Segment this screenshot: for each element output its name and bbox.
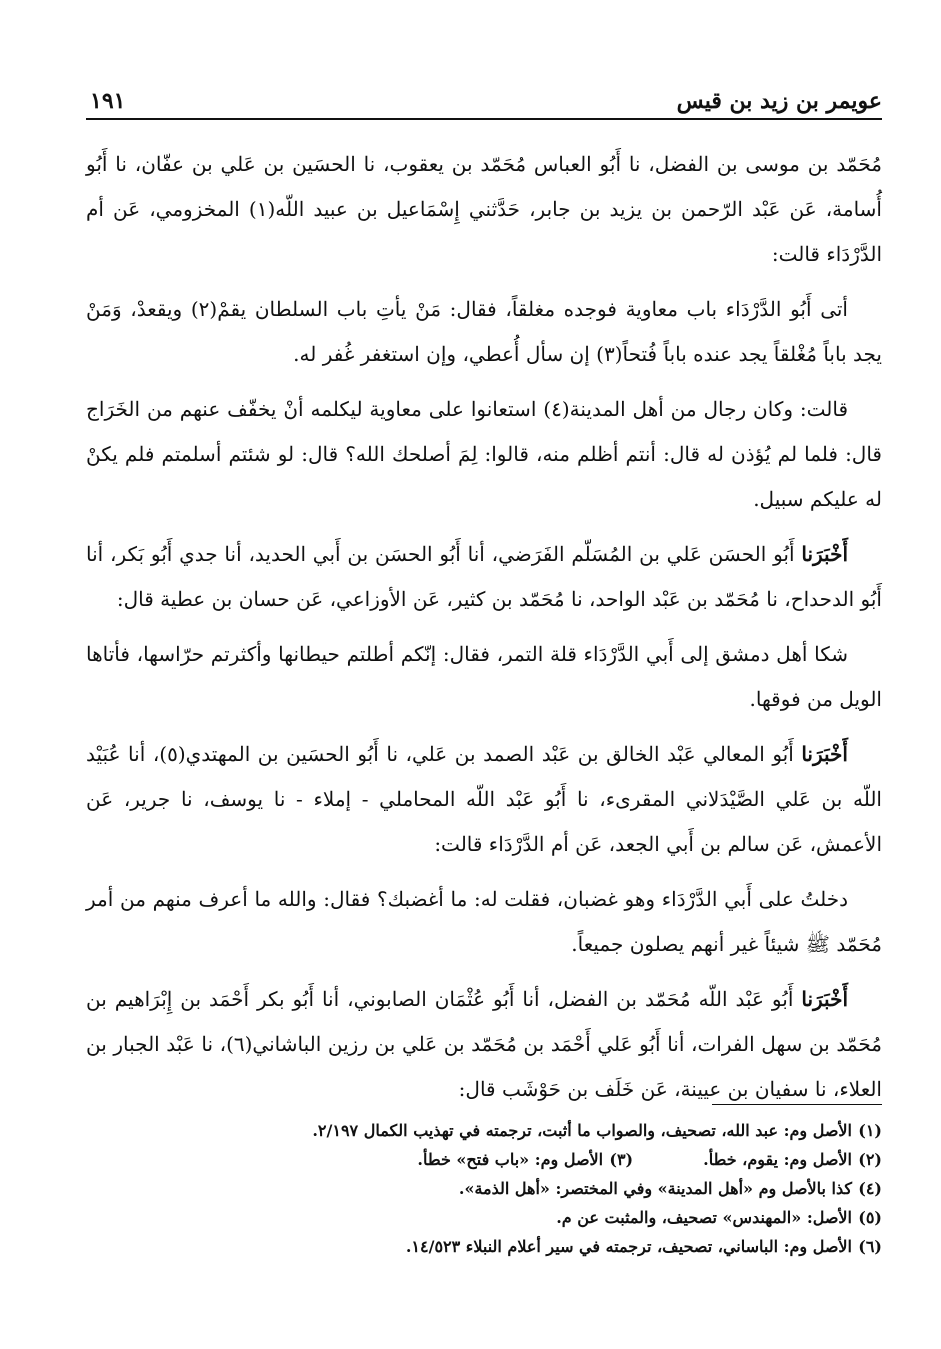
footnote-text: الأصل وم: الباساني، تصحيف، ترجمته في سير أعلام النبلاء ١٤/٥٢٣. xyxy=(405,1237,852,1256)
paragraph: دخلتُ على أَبي الدَّرْدَاء وهو غضبان، فقلت له: ما أغضبك؟ فقال: والله ما أعرف منهم من أمر مُحَمّد ﷺ شيئاً غير أنهم يصلون جميعاً. xyxy=(86,887,882,956)
akhbarana-lead: أَخْبَرَنا xyxy=(801,742,848,766)
paragraph xyxy=(86,532,882,622)
paragraph xyxy=(86,977,882,1112)
footnotes xyxy=(86,1116,882,1261)
footnote-number: (٥) xyxy=(858,1208,882,1227)
page-number: ١٩١ xyxy=(90,88,126,114)
footnote-number: (١) xyxy=(858,1121,882,1140)
footnote-number: (٢) xyxy=(858,1150,882,1169)
paragraph: مُحَمّد بن موسى بن الفضل، نا أَبُو العباس مُحَمّد بن يعقوب، نا الحسَين بن عَلي بن عفّان، نا أَبُو أُسامة، عَن عَبْد الرّحمن بن يزيد بن جابر، حَدَّثني إِسْمَاعيل بن عبيد اللّه(١) المخزومي، عَن أم الدَّرْدَاء قالت: xyxy=(86,152,882,266)
footnote-number: (٤) xyxy=(858,1179,882,1198)
paragraph-text: أَبُو عَبْد اللّه مُحَمّد بن الفضل، أنا أَبُو عُثْمَان الصابوني، أنا أَبُو بكر أَحْمَد بن إِبْرَاهيم بن مُحَمّد بن سهل الفرات، أنا أَبُو عَلي أَحْمَد بن مُحَمّد بن عَلي بن رزين الباشاني(٦)، نا عَبْد الجبار بن العلاء، نا سفيان بن عيينة، عَن خَلَف بن حَوْشَب قال: xyxy=(86,987,883,1101)
paragraph: قالت: وكان رجال من أهل المدينة(٤) استعانوا على معاوية ليكلمه أنْ يخفّف عنهم من الخَرَاج قال: فلما لم يُؤذن له قال: أنتم أظلم منه، قالوا: لِمَ أصلحك الله؟ قال: لو شئتم أسلمتم فلم يكنْ له عليكم سبيل. xyxy=(86,397,882,511)
footnote-text: كذا بالأصل وم «أهل المدينة» وفي المختصر: «أهل الذمة». xyxy=(458,1179,852,1198)
footnote xyxy=(86,1203,882,1232)
footnote-number: (٣) xyxy=(609,1150,634,1169)
akhbarana-lead: أَخْبَرَنا xyxy=(801,987,848,1011)
footnote-number: (٦) xyxy=(858,1237,882,1256)
running-title: عويمر بن زيد بن قيس xyxy=(676,88,882,114)
running-header xyxy=(86,84,882,120)
footnote-divider xyxy=(712,1104,882,1105)
footnote-text: الأصل وم: يقوم، خطأ. xyxy=(703,1150,852,1169)
paragraph xyxy=(86,732,882,867)
paragraph: شكا أهل دمشق إلى أَبي الدَّرْدَاء قلة التمر، فقال: إنّكم أطلتم حيطانها وأكثرتم حرّاسها، فأتاها الويل من فوقها. xyxy=(86,642,882,711)
footnote-text: الأصل: «المهندس» تصحيف، والمثبت عن م. xyxy=(556,1208,852,1227)
paragraph-text: أَبُو المعالي عَبْد الخالق بن عَبْد الصمد بن عَلي، نا أَبُو الحسَين بن المهتدي(٥)، أنا عُبَيْد اللّه بن عَلي الصَّيْدَلاني المقرىء، نا أَبُو عَبْد اللّه المحاملي - إملاء - نا يوسف، نا جرير، عَن الأعمش، عَن سالم بن أَبي الجعد، عَن أم الدَّرْدَاء قالت: xyxy=(86,742,882,856)
footnote xyxy=(86,1232,882,1261)
footnote-text: الأصل وم: عبد الله، تصحيف، والصواب ما أثبت، ترجمته في تهذيب الكمال ٢/١٩٧. xyxy=(312,1121,852,1140)
footnote xyxy=(86,1145,882,1174)
main-text xyxy=(86,142,882,1122)
paragraph: أتى أَبُو الدَّرْدَاء باب معاوية فوجده مغلقاً، فقال: مَنْ يأتِ باب السلطان يقمْ(٢) ويقعدْ، وَمَنْ يجد باباً مُغْلقاً يجد عنده باباً فُتحاً(٣) إن سأل أُعطي، وإن استغفر غُفر له. xyxy=(86,297,882,366)
footnote xyxy=(86,1174,882,1203)
akhbarana-lead: أَخْبَرَنا xyxy=(801,542,848,566)
document-page xyxy=(86,0,882,1349)
footnote xyxy=(86,1116,882,1145)
paragraph-text: أَبُو الحسَن عَلي بن المُسَلّم الفَرَضي، أنا أَبُو الحسَن بن أَبي الحديد، أنا جدي أَبُو بَكر، أنا أَبُو الدحداح، نا مُحَمّد بن عَبْد الواحد، نا مُحَمّد بن كثير، عَن الأوزاعي، عَن حسان بن عطية قال: xyxy=(86,542,882,611)
footnote-text: الأصل وم: «باب فتح» خطأ. xyxy=(417,1150,604,1169)
